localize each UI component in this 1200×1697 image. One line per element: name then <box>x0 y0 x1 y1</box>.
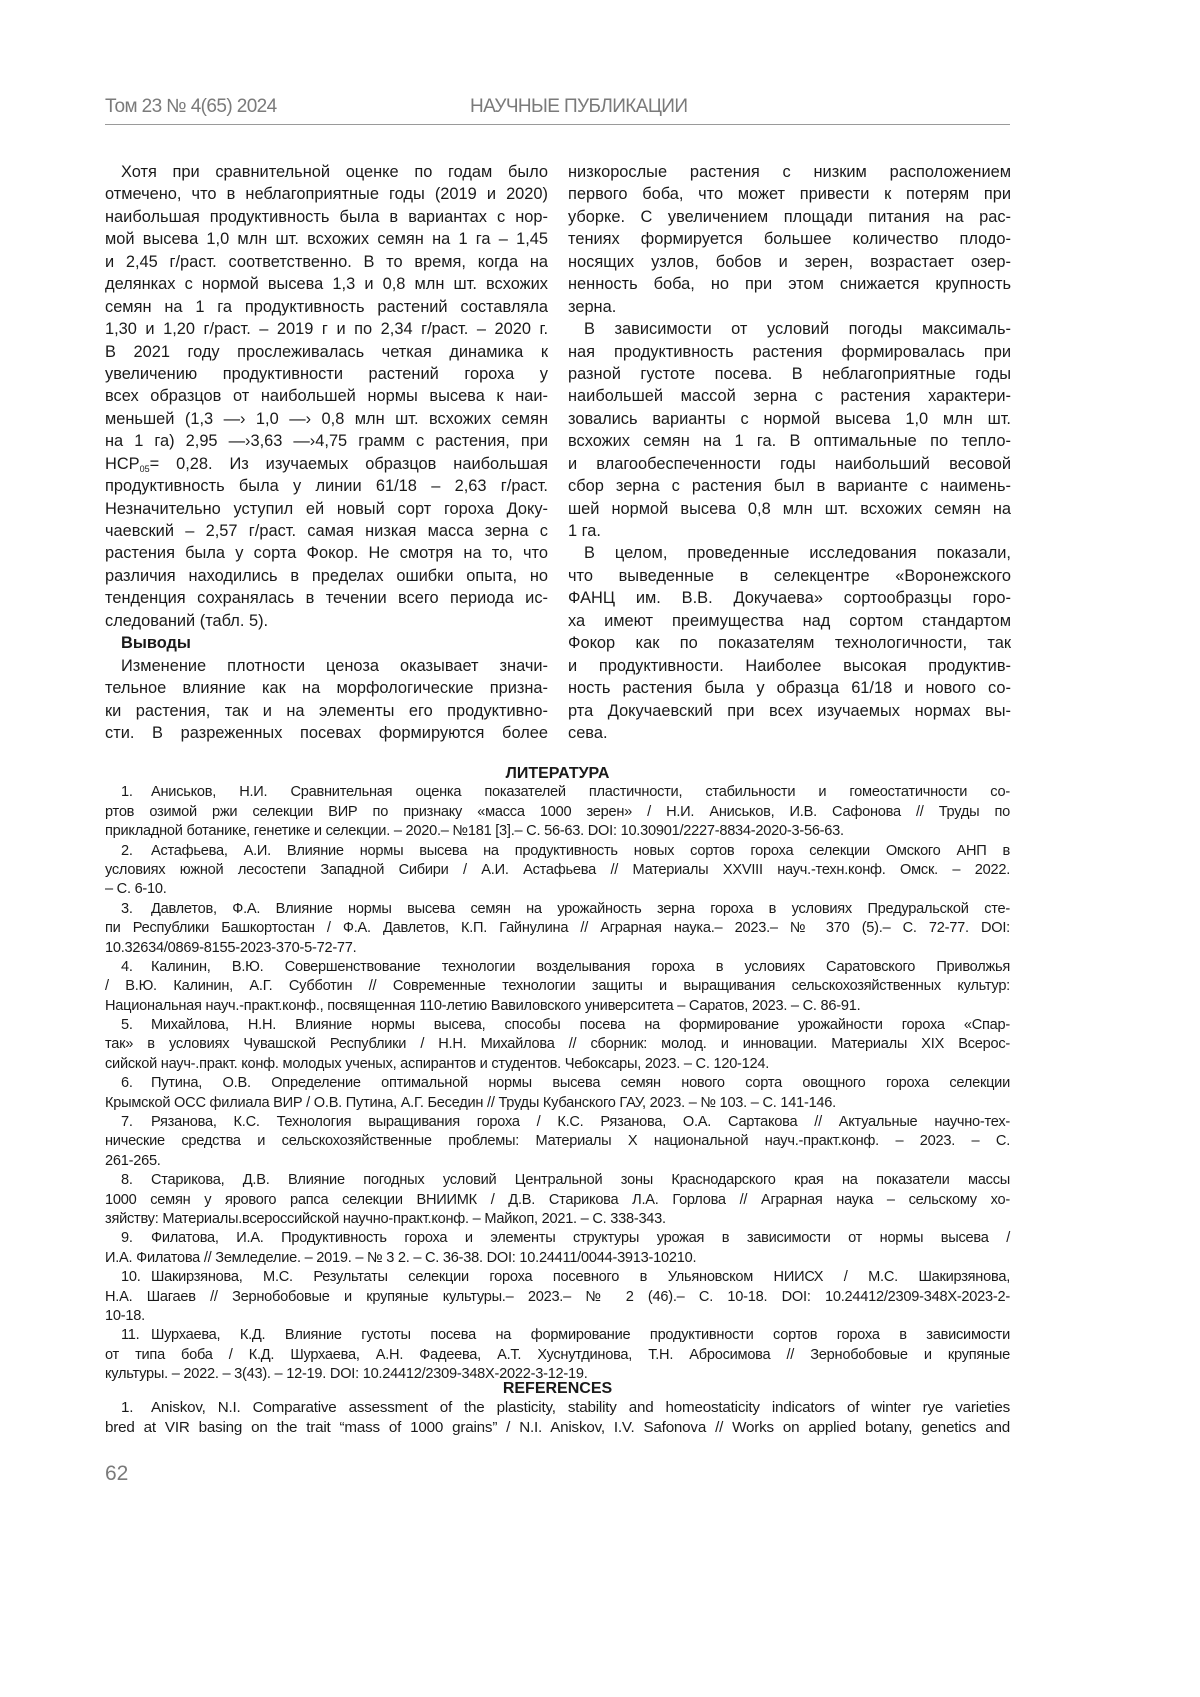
paragraph-line: В 2021 году прослеживалась четкая динамика к <box>105 341 548 363</box>
paragraph-line: ненность боба, но при этом снижается крупность <box>568 273 1011 295</box>
paragraph-line: сбор зерна с растения был в варианте с наимень- <box>568 475 1011 497</box>
journal-issue: Том 23 № 4(65) 2024 <box>105 96 277 118</box>
paragraph-line: ки растения, так и на элементы его продуктивно- <box>105 700 548 722</box>
reference-line <box>105 1346 1010 1365</box>
reference-number: 7. <box>121 1113 151 1132</box>
paragraph-line: следований (табл. 5). <box>105 610 548 632</box>
paragraph-line: 1 га. <box>568 520 1011 542</box>
reference-text: ртов озимой ржи селекции ВИР по признаку «масса 1000 зерен» / Н.И. Аниськов, И.В. Сафонова // Труды по <box>105 804 1010 820</box>
reference-line <box>105 1016 1010 1035</box>
reference-text: условиях южной лесостепи Западной Сибири / А.И. Астафьева // Материалы XXVIII науч.-техн.конф. Омск. – 2022. <box>105 862 1010 878</box>
references-section <box>105 1379 1010 1437</box>
reference-line <box>105 1288 1010 1307</box>
reference-line <box>105 1418 1010 1437</box>
reference-text: сийской науч-.практ. конф. молодых ученых, аспирантов и студентов. Чебоксары, 2023. – С. 120-124. <box>105 1056 769 1072</box>
reference-text: 1000 семян у ярового рапса селекции ВНИИМК / Д.В. Старикова Л.А. Горлова // Аграрная наука – сельскому хо- <box>105 1192 1010 1208</box>
reference-text: bred at VIR basing on the trait “mass of 1000 grains” / N.I. Aniskov, I.V. Safonova // Works on applied botany, genetics and <box>105 1419 1010 1436</box>
paragraph-line: на 1 га) 2,95 —›3,63 —›4,75 грамм с растения, при <box>105 430 548 452</box>
reference-text: зяйству: Материалы.всероссийской научно-практ.конф. – Майкоп, 2021. – С. 338-343. <box>105 1211 666 1227</box>
reference-text: Рязанова, К.С. Технология выращивания гороха / К.С. Рязанова, О.А. Сартакова // Актуальные научно-тех- <box>151 1114 1010 1130</box>
reference-line <box>105 1074 1010 1093</box>
paragraph-line: Фокор как по показателям технологичности, так <box>568 632 1011 654</box>
section-heading: Выводы <box>105 632 548 654</box>
literature-section <box>105 764 1010 1385</box>
reference-text: так» в условиях Чувашской Республики / Н.Н. Михайлова // сборник: молод. и инновации. Материалы XIX Всерос- <box>105 1036 1010 1052</box>
header-divider <box>105 124 1010 125</box>
reference-line <box>105 1152 1010 1171</box>
reference-text: прикладной ботанике, генетике и селекции. – 2020.– №181 [3].– С. 56-63. DOI: 10.30901/2227-8834-2020-3-56-63. <box>105 823 844 839</box>
reference-text: Н.А. Шагаев // Зернобобовые и крупяные культуры.– 2023.– № 2 (46).– С. 10-18. DOI: 10.24412/2309-348X-2023-2- <box>105 1289 1010 1305</box>
reference-line <box>105 1055 1010 1074</box>
reference-number: 9. <box>121 1229 151 1248</box>
reference-line <box>105 958 1010 977</box>
paragraph-line: и 2,45 г/раст. соответственно. В то время, когда на <box>105 251 548 273</box>
reference-text: Филатова, И.А. Продуктивность гороха и элементы структуры урожая в зависимости от нормы высева / <box>151 1230 1010 1246</box>
reference-number: 3. <box>121 900 151 919</box>
subscript: 05 <box>140 464 150 474</box>
paragraph-line: зовались варианты с нормой высева 1,0 млн шт. <box>568 408 1011 430</box>
reference-text: Шакирзянова, М.С. Результаты селекции гороха посевного в Ульяновском НИИСХ / М.С. Шакирзянова, <box>151 1269 1010 1285</box>
paragraph-line: отмечено, что в неблагоприятные годы (2019 и 2020) <box>105 183 548 205</box>
paragraph-line: всхожих семян на 1 га. В оптимальные по тепло- <box>568 430 1011 452</box>
reference-number: 8. <box>121 1171 151 1190</box>
reference-number: 2. <box>121 842 151 861</box>
paragraph-line: ность растения была у образца 61/18 и нового со- <box>568 677 1011 699</box>
paragraph-line: различия находились в пределах ошибки опыта, но <box>105 565 548 587</box>
reference-line <box>105 1113 1010 1132</box>
paragraph-line: делянках с нормой высева 1,3 и 0,8 млн шт. всхожих <box>105 273 548 295</box>
paragraph-line: тениях формируется большее количество плодо- <box>568 228 1011 250</box>
reference-number: 10. <box>121 1268 151 1287</box>
reference-line <box>105 880 1010 899</box>
paragraph-line: сти. В разреженных посевах формируются более <box>105 722 548 744</box>
reference-line <box>105 1229 1010 1248</box>
paragraph-line: сева. <box>568 722 1011 744</box>
text-fragment: = 0,28. Из изучаемых образцов наибольшая <box>150 455 548 473</box>
paragraph-line: ная продуктивность растения формировалась при <box>568 341 1011 363</box>
reference-line <box>105 997 1010 1016</box>
reference-line <box>105 1249 1010 1268</box>
paragraph-line: Изменение плотности ценоза оказывает значи- <box>105 655 548 677</box>
reference-line <box>105 861 1010 880</box>
paragraph-line: что выведенные в селекцентре «Воронежского <box>568 565 1011 587</box>
reference-text: – С. 6-10. <box>105 881 167 897</box>
paragraph-line: В зависимости от условий погоды максималь- <box>568 318 1011 340</box>
reference-text: от типа боба / К.Д. Шурхаева, А.Н. Фадеева, А.Т. Хуснутдинова, Т.Н. Абросимова // Зернобобовые и крупяные <box>105 1347 1010 1363</box>
reference-text: Крымской ОСС филиала ВИР / О.В. Путина, А.Г. Беседин // Труды Кубанского ГАУ, 2023. – № 103. – С. 141-146. <box>105 1095 836 1111</box>
reference-line <box>105 803 1010 822</box>
reference-text: / В.Ю. Калинин, А.Г. Субботин // Современные технологии защиты и выращивания сельскохозяйственных культур: <box>105 978 1010 994</box>
reference-text: Национальная науч.-практ.конф., посвященная 110-летию Вавиловского университета – Саратов, 2023. – С. 86-91. <box>105 998 860 1014</box>
paragraph-line: продуктивность была у линии 61/18 – 2,63 г/раст. <box>105 475 548 497</box>
reference-number: 6. <box>121 1074 151 1093</box>
reference-text: Калинин, В.Ю. Совершенствование технологии возделывания гороха в условиях Саратовского Приволжья <box>151 959 1010 975</box>
reference-line <box>105 1171 1010 1190</box>
paragraph-line: зерна. <box>568 296 1011 318</box>
paragraph-line: мой высева 1,0 млн шт. всхожих семян на 1 га – 1,45 <box>105 228 548 250</box>
text-fragment: НСР <box>105 455 140 473</box>
paragraph-line: и влагообеспеченности годы наибольший весовой <box>568 453 1011 475</box>
reference-text: Шурхаева, К.Д. Влияние густоты посева на формирование продуктивности сортов гороха в зависимости <box>151 1327 1010 1343</box>
paragraph-line: В целом, проведенные исследования показали, <box>568 542 1011 564</box>
reference-text: Астафьева, А.И. Влияние нормы высева на продуктивность новых сортов гороха селекции Омского АНП в <box>151 843 1010 859</box>
references-title: REFERENCES <box>105 1379 1010 1398</box>
reference-text: Aniskov, N.I. Comparative assessment of the plasticity, stability and homeostaticity indicators of winter rye varieties <box>151 1399 1010 1416</box>
page-number: 62 <box>105 1462 128 1486</box>
body-column-right <box>568 161 1011 744</box>
reference-number: 1. <box>121 1398 151 1417</box>
reference-text: Аниськов, Н.И. Сравнительная оценка показателей пластичности, стабильности и гомеостатичности со- <box>151 784 1010 800</box>
reference-number: 11. <box>121 1326 151 1345</box>
paragraph-line: меньшей (1,3 —› 1,0 —› 0,8 млн шт. всхожих семян <box>105 408 548 430</box>
paragraph-line: тенденция сохранялась в течении всего периода ис- <box>105 587 548 609</box>
paragraph-line <box>105 453 548 475</box>
reference-line <box>105 783 1010 802</box>
paragraph-line: носящих узлов, бобов и зерен, возрастает озер- <box>568 251 1011 273</box>
paragraph-line: шей нормой высева 0,8 млн шт. всхожих семян на <box>568 498 1011 520</box>
reference-line <box>105 842 1010 861</box>
reference-number: 4. <box>121 958 151 977</box>
reference-text: 261-265. <box>105 1153 161 1169</box>
paragraph-line: чаевский – 2,57 г/раст. самая низкая масса зерна с <box>105 520 548 542</box>
paragraph-line: наибольшей массой зерна с растения характери- <box>568 385 1011 407</box>
reference-text: 10-18. <box>105 1308 145 1324</box>
reference-line <box>105 939 1010 958</box>
body-column-left <box>105 161 548 744</box>
reference-line <box>105 919 1010 938</box>
section-title: НАУЧНЫЕ ПУБЛИКАЦИИ <box>470 96 687 118</box>
paragraph-line: ФАНЦ им. В.В. Докучаева» сортообразцы горо- <box>568 587 1011 609</box>
reference-line <box>105 1307 1010 1326</box>
paragraph-line: разной густоте посева. В неблагоприятные годы <box>568 363 1011 385</box>
reference-number: 1. <box>121 783 151 802</box>
paragraph-line: ха имеют преимущества над сортом стандартом <box>568 610 1011 632</box>
paragraph-line: семян на 1 га продуктивность растений составляла <box>105 296 548 318</box>
reference-line <box>105 900 1010 919</box>
paragraph-line: растения была у сорта Фокор. Не смотря на то, что <box>105 542 548 564</box>
reference-line <box>105 1035 1010 1054</box>
reference-text: Михайлова, Н.Н. Влияние нормы высева, способы посева на формирование урожайности гороха «Спар- <box>151 1017 1010 1033</box>
reference-line <box>105 1398 1010 1417</box>
reference-line <box>105 1191 1010 1210</box>
paragraph-line: рта Докучаевский при всех изучаемых нормах вы- <box>568 700 1011 722</box>
reference-text: нические средства и сельскохозяйственные проблемы: Материалы X национальной науч.-практ.конф. – 2023. – С. <box>105 1133 1010 1149</box>
paragraph-line: 1,30 и 1,20 г/раст. – 2019 г и по 2,34 г/раст. – 2020 г. <box>105 318 548 340</box>
reference-text: 10.32634/0869-8155-2023-370-5-72-77. <box>105 940 356 956</box>
reference-text: Старикова, Д.В. Влияние погодных условий Центральной зоны Краснодарского края на показатели массы <box>151 1172 1010 1188</box>
paragraph-line: низкорослые растения с низким расположением <box>568 161 1011 183</box>
paragraph-line: уборке. С увеличением площади питания на рас- <box>568 206 1011 228</box>
reference-line <box>105 1268 1010 1287</box>
reference-line <box>105 1210 1010 1229</box>
paragraph-line: всех образцов от наибольшей нормы высева к наи- <box>105 385 548 407</box>
reference-line <box>105 822 1010 841</box>
paragraph-line: первого боба, что может привести к потерям при <box>568 183 1011 205</box>
reference-text: пи Республики Башкортостан / Ф.А. Давлетов, К.П. Гайнулина // Аграрная наука.– 2023.– № 370 (5).– С. 72-77. DOI: <box>105 920 1010 936</box>
reference-text: И.А. Филатова // Земледелие. – 2019. – № 3 2. – С. 36-38. DOI: 10.24411/0044-3913-10210. <box>105 1250 696 1266</box>
reference-line <box>105 1132 1010 1151</box>
literature-title: ЛИТЕРАТУРА <box>105 764 1010 783</box>
reference-text: культуры. – 2022. – 3(43). – 12-19. DOI: 10.24412/2309-348X-2022-3-12-19. <box>105 1366 588 1382</box>
reference-text: Давлетов, Ф.А. Влияние нормы высева семян на урожайность зерна гороха в условиях Предуральской сте- <box>151 901 1010 917</box>
reference-text: Путина, О.В. Определение оптимальной нормы высева семян нового сорта овощного гороха селекции <box>151 1075 1010 1091</box>
paragraph-line: увеличению продуктивности растений гороха у <box>105 363 548 385</box>
paragraph-line: Незначительно уступил ей новый сорт гороха Доку- <box>105 498 548 520</box>
reference-line <box>105 1094 1010 1113</box>
reference-number: 5. <box>121 1016 151 1035</box>
reference-line <box>105 977 1010 996</box>
paragraph-line: тельное влияние как на морфологические призна- <box>105 677 548 699</box>
paragraph-line: и продуктивности. Наиболее высокая продуктив- <box>568 655 1011 677</box>
paragraph-line: Хотя при сравнительной оценке по годам было <box>105 161 548 183</box>
reference-line <box>105 1326 1010 1345</box>
paragraph-line: наибольшая продуктивность была в вариантах с нор- <box>105 206 548 228</box>
